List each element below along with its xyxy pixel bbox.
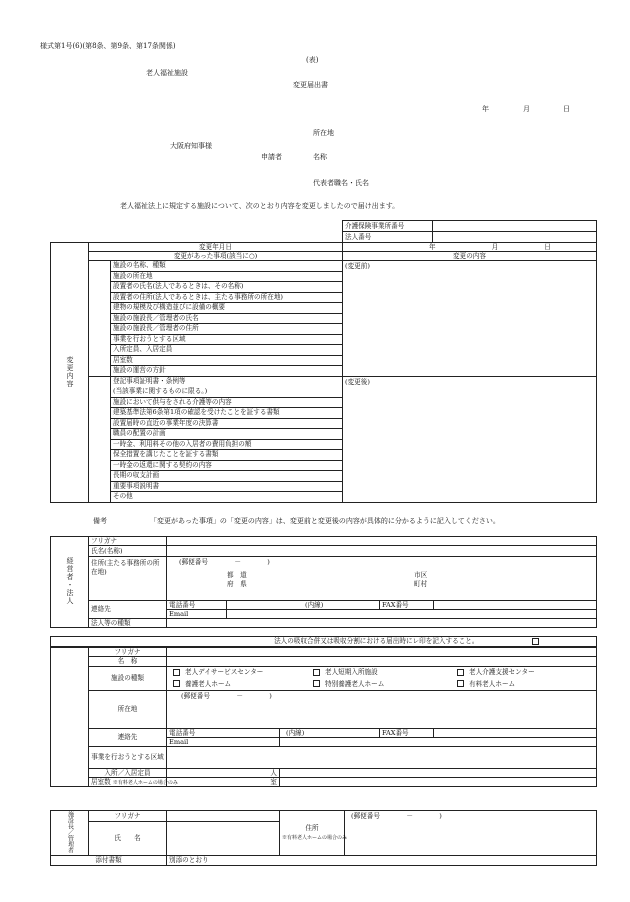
attachments-value: 別添のとおり	[167, 855, 597, 865]
changes-side-cell	[51, 243, 89, 503]
date-year: 年	[482, 105, 489, 113]
facility-address-label: 所在地	[89, 691, 167, 729]
facility-type-options	[167, 667, 597, 691]
manager-address-label-cell	[280, 811, 348, 856]
operator-table	[50, 536, 597, 628]
change-item[interactable]: 事業を行おうとする区域	[111, 334, 343, 345]
attachments-label: 添付書類	[51, 855, 167, 865]
option-paid-home[interactable]: 有料老人ホーム	[469, 679, 516, 688]
option-care-support[interactable]: 老人介護支援センター	[469, 668, 535, 677]
merger-checkbox-cell[interactable]	[481, 637, 597, 647]
change-date-year: 年	[429, 242, 436, 251]
facility-email-label: Email	[167, 738, 280, 747]
changes-side-label: 変更内容	[66, 355, 74, 388]
facility-phone-label: 電話番号	[167, 729, 280, 738]
merger-table	[50, 636, 597, 647]
facility-capacity-field[interactable]	[167, 769, 280, 778]
facility-capacity-unit: 人	[270, 768, 277, 777]
change-item[interactable]: 一時金、利用料その他の入居者の費用負担の額	[111, 439, 343, 450]
facility-rooms-label: 居室数	[91, 777, 111, 786]
facility-furigana-field[interactable]	[167, 648, 597, 657]
change-date-day: 日	[544, 242, 551, 251]
facility-rooms-blank	[280, 778, 597, 787]
ids-table	[342, 220, 597, 243]
facility-name-field[interactable]	[167, 657, 597, 667]
change-item[interactable]: 設置届時の直近の事業年度の決算書	[111, 418, 343, 429]
content-header: 変更の内容	[343, 252, 597, 261]
change-item[interactable]: 登記事項証明書・条例等 (当該事業に関するものに限る。)	[111, 376, 343, 397]
operator-side-cell	[51, 537, 89, 628]
facility-furigana-label: フリガナ	[89, 648, 167, 657]
operator-phone-field[interactable]	[227, 601, 380, 610]
corp-number-label: 法人番号	[343, 232, 433, 243]
option-short-stay[interactable]: 老人短期入所施設	[325, 668, 378, 677]
manager-furigana-field[interactable]	[167, 811, 280, 822]
date-day: 日	[563, 105, 570, 113]
changes-table	[50, 242, 597, 503]
facility-table	[50, 647, 597, 787]
facility-side-cell	[51, 648, 89, 787]
corp-number-field[interactable]	[433, 232, 597, 243]
facility-rooms-field[interactable]	[167, 778, 280, 787]
items-header: 変更があった事項(該当に○)	[89, 252, 343, 261]
change-item[interactable]: 設置者の氏名(法人であるときは、その名称)	[111, 282, 343, 293]
operator-furigana-label: フリガナ	[89, 537, 167, 546]
facility-postal: (郵便番号 － )	[181, 692, 272, 700]
operator-contact-label: 連絡先	[89, 601, 167, 619]
change-item[interactable]: 施設の所在地	[111, 271, 343, 282]
change-item[interactable]: 保全措置を講じたことを証する書類	[111, 450, 343, 461]
after-content[interactable]	[343, 376, 597, 503]
statement: 老人福祉法上に規定する施設について、次のとおり内容を変更しましたので届け出ます。	[120, 202, 400, 210]
change-item[interactable]: 施設の名称、種類	[111, 261, 343, 272]
change-item[interactable]: 施設の施設長／管理者の住所	[111, 324, 343, 335]
merger-checkbox[interactable]	[532, 638, 539, 645]
operator-fax-field[interactable]	[434, 601, 597, 610]
items-blank-column-top	[89, 261, 111, 377]
checkbox-special-nursing-home[interactable]	[313, 680, 320, 687]
operator-corp-type-label: 法人等の種類	[89, 619, 167, 628]
merger-text: 法人の吸収合併又は吸収分割における届出時にレ印を記入すること。	[51, 637, 481, 647]
manager-side-label: 施設長／管理者	[66, 811, 74, 853]
operator-side-label: 経営者・法人	[66, 557, 74, 606]
change-item[interactable]: 一時金の返還に関する契約の内容	[111, 460, 343, 471]
operator-fuken: 府 県	[227, 580, 247, 588]
operator-name-field[interactable]	[167, 546, 597, 557]
care-number-field[interactable]	[433, 221, 597, 232]
operator-ext-label: (内線)	[305, 600, 324, 609]
manager-name-label: 氏 名	[89, 822, 167, 855]
manager-furigana-label: フリガナ	[89, 811, 167, 822]
facility-fax-field[interactable]	[434, 729, 597, 738]
facility-email-field[interactable]	[280, 738, 597, 747]
facility-name-label: 名 称	[89, 657, 167, 667]
facility-contact-label: 連絡先	[89, 729, 167, 747]
change-item[interactable]: 入所定員、入居定員	[111, 345, 343, 356]
change-item[interactable]: 設置者の住所(法人であるときは、主たる事務所の所在地)	[111, 292, 343, 303]
side-label: (表)	[306, 56, 319, 64]
manager-table	[50, 810, 597, 866]
before-content[interactable]	[343, 261, 597, 377]
operator-fax-label: FAX番号	[380, 601, 434, 610]
facility-capacity-label: 入所／入居定員	[89, 769, 167, 778]
operator-email-field[interactable]	[227, 610, 597, 619]
operator-shiku: 市区	[414, 571, 428, 579]
representative-label: 代表者職名・氏名	[313, 179, 369, 187]
operator-name-label: 氏名(名称)	[89, 546, 167, 557]
date-month: 月	[523, 105, 530, 113]
checkbox-day-service[interactable]	[173, 669, 180, 676]
facility-rooms-unit: 室	[270, 777, 277, 786]
change-date-label: 変更年月日	[89, 243, 343, 252]
manager-address-note: ※有料老人ホームの場合のみ	[282, 834, 348, 841]
option-nursing-home[interactable]: 養護老人ホーム	[185, 679, 232, 688]
facility-type-label: 施設の種類	[89, 667, 167, 691]
change-date-field[interactable]	[343, 243, 597, 252]
facility-area-label: 事業を行おうとする区域	[89, 747, 167, 769]
manager-address-field[interactable]	[345, 811, 597, 856]
manager-address-label: 住所	[305, 823, 319, 832]
change-item[interactable]: 職員の配置の計画	[111, 429, 343, 440]
care-number-label: 介護保険事業所番号	[343, 221, 433, 232]
option-special-nursing-home[interactable]: 特別養護老人ホーム	[325, 679, 385, 688]
operator-todo: 都 道	[227, 571, 247, 579]
applicant-name-label: 名称	[313, 153, 327, 161]
change-item[interactable]: 施設の運営の方針	[111, 366, 343, 377]
operator-phone-label: 電話番号	[167, 601, 227, 610]
change-item[interactable]: 施設の施設長／管理者の氏名	[111, 313, 343, 324]
operator-email-label: Email	[167, 610, 227, 619]
before-label: (変更前)	[345, 262, 370, 270]
operator-chouson: 町村	[414, 580, 428, 588]
document-title: 変更届出書	[293, 81, 328, 89]
note-label: 備考	[93, 517, 107, 525]
operator-address-label: 住所(主たる事務所の所在地)	[89, 557, 167, 601]
option-day-service[interactable]: 老人デイサービスセンター	[185, 668, 264, 677]
after-label: (変更後)	[345, 377, 370, 386]
change-item[interactable]: 重要事項説明書	[111, 481, 343, 492]
change-item[interactable]: 建築基準法第6条第1項の確認を受けたことを証する書類	[111, 408, 343, 419]
checkbox-paid-home[interactable]	[457, 680, 464, 687]
manager-name-field[interactable]	[167, 822, 280, 855]
checkbox-care-support[interactable]	[457, 669, 464, 676]
facility-capacity-blank	[280, 769, 597, 778]
checkbox-nursing-home[interactable]	[173, 680, 180, 687]
facility-rooms-note: ※有料老人ホームの場合のみ	[112, 779, 178, 786]
addressee: 大阪府知事様	[170, 142, 212, 150]
manager-side-cell	[51, 811, 89, 856]
operator-address-field[interactable]	[167, 557, 597, 601]
operator-postal: (郵便番号 － )	[179, 558, 270, 566]
facility-type: 老人福祉施設	[146, 69, 188, 77]
items-blank-column-bottom	[89, 376, 111, 503]
facility-phone-field[interactable]	[280, 729, 380, 738]
change-date-month: 月	[491, 242, 499, 251]
manager-postal: (郵便番号 － )	[351, 812, 442, 820]
facility-address-field[interactable]	[167, 691, 597, 729]
change-item[interactable]: 施設において供与をされる介護等の内容	[111, 397, 343, 408]
facility-area-field[interactable]	[167, 747, 597, 769]
facility-fax-label: FAX番号	[380, 729, 434, 738]
operator-furigana-field[interactable]	[167, 537, 597, 546]
change-item[interactable]: その他	[111, 492, 343, 503]
checkbox-short-stay[interactable]	[313, 669, 320, 676]
operator-corp-type-field[interactable]	[167, 619, 597, 628]
applicant-label: 申請者	[261, 153, 282, 161]
applicant-address-label: 所在地	[313, 129, 334, 137]
note-text: 「変更があった事項」の「変更の内容」は、変更前と変更後の内容が具体的に分かるように記入してください。	[150, 517, 500, 525]
form-number: 様式第1号(6)(第8条、第9条、第17条関係)	[40, 42, 176, 50]
facility-rooms-label-cell	[89, 777, 178, 787]
facility-ext-label: (内線)	[286, 728, 305, 737]
change-item[interactable]: 居室数	[111, 355, 343, 366]
change-item[interactable]: 建物の規模及び構造並びに設備の概要	[111, 303, 343, 314]
change-item[interactable]: 長期の収支計画	[111, 471, 343, 482]
